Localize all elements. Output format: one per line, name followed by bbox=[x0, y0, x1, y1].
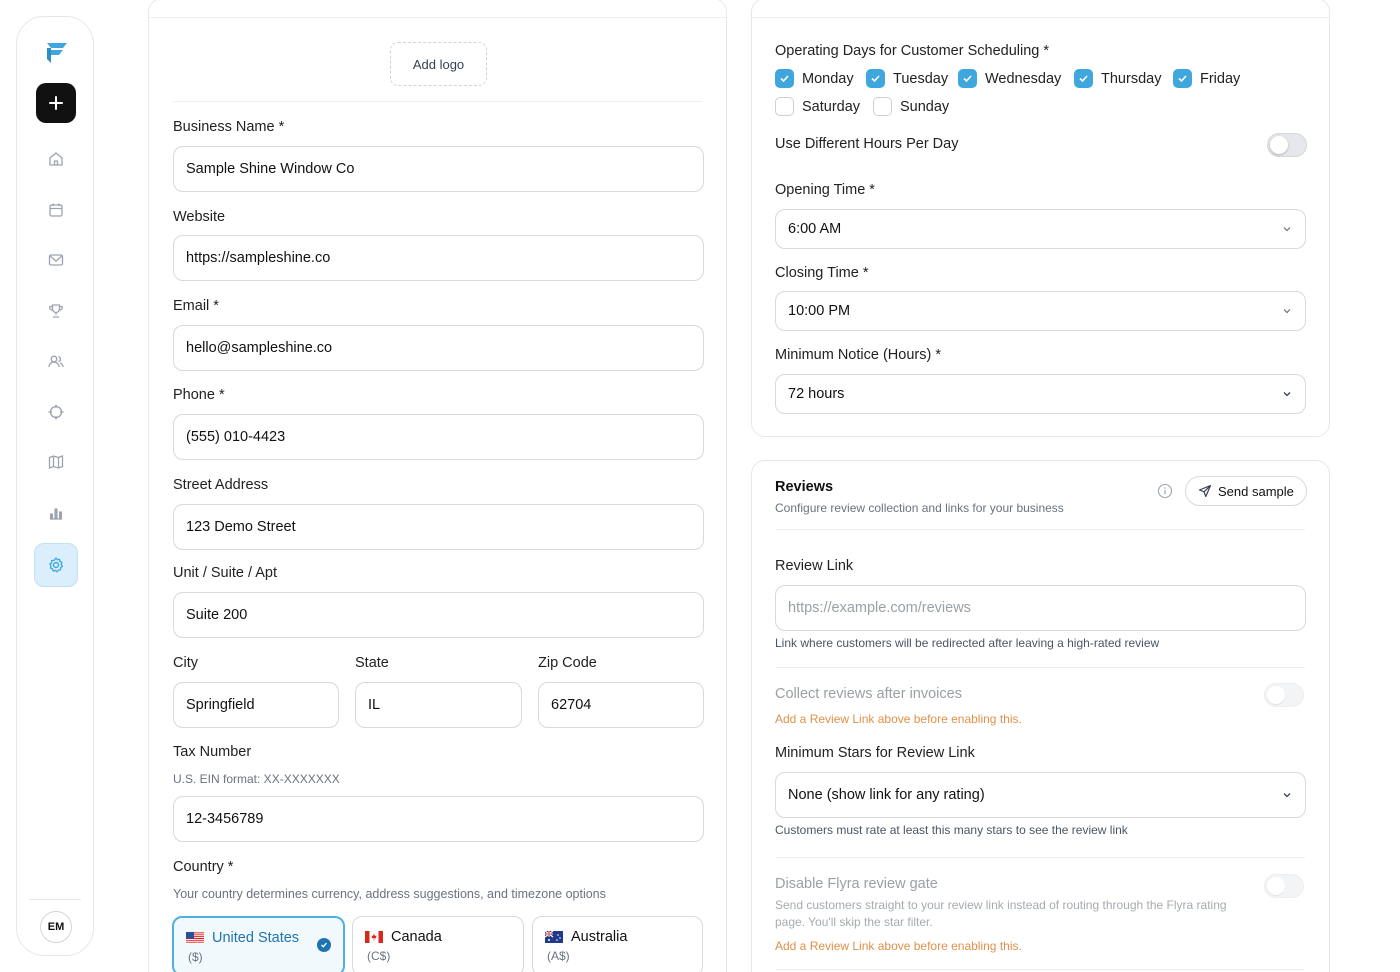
street-input[interactable]: 123 Demo Street bbox=[173, 504, 704, 550]
nav-target[interactable] bbox=[36, 392, 76, 432]
tax-label: Tax Number bbox=[173, 744, 252, 760]
phone-input[interactable]: (555) 010-4423 bbox=[173, 414, 704, 460]
opening-time-select[interactable] bbox=[775, 209, 1306, 249]
tax-hint: U.S. EIN format: XX-XXXXXXX bbox=[173, 772, 340, 786]
nav-mail[interactable] bbox=[36, 240, 76, 280]
reviews-card bbox=[751, 460, 1330, 972]
users-icon bbox=[47, 352, 65, 370]
day-label: Saturday bbox=[802, 98, 861, 115]
checkbox-checked-icon[interactable] bbox=[866, 69, 885, 88]
day-sunday[interactable] bbox=[873, 97, 949, 116]
day-friday[interactable] bbox=[1173, 69, 1240, 88]
unit-input[interactable]: Suite 200 bbox=[173, 592, 704, 638]
us-flag-icon bbox=[186, 932, 204, 944]
day-tuesday[interactable] bbox=[866, 69, 948, 88]
chevron-down-icon bbox=[1281, 223, 1293, 235]
nav-map[interactable] bbox=[36, 442, 76, 482]
checkbox-checked-icon[interactable] bbox=[958, 69, 977, 88]
chevron-down-icon bbox=[1281, 789, 1293, 801]
flyra-logo-icon[interactable] bbox=[41, 37, 71, 67]
city-input[interactable]: Springfield bbox=[173, 682, 339, 728]
minimum-stars-label: Minimum Stars for Review Link bbox=[775, 745, 975, 761]
city-label: City bbox=[173, 655, 198, 671]
mail-icon bbox=[47, 251, 65, 269]
sidebar-divider bbox=[29, 899, 81, 900]
country-currency: ($) bbox=[188, 950, 203, 964]
minimum-notice-select[interactable] bbox=[775, 374, 1306, 414]
country-name: United States bbox=[212, 930, 300, 946]
reviews-subtitle: Configure review collection and links for your business bbox=[775, 501, 1064, 515]
disable-gate-warning: Add a Review Link above before enabling this. bbox=[775, 939, 1022, 953]
disable-gate-toggle[interactable] bbox=[1264, 874, 1304, 898]
different-hours-label: Use Different Hours Per Day bbox=[775, 136, 959, 152]
country-name: Australia bbox=[571, 929, 628, 945]
phone-label: Phone * bbox=[173, 387, 225, 403]
avatar[interactable]: EM bbox=[40, 911, 72, 943]
disable-gate-label: Disable Flyra review gate bbox=[775, 876, 938, 892]
tax-input[interactable]: 12-3456789 bbox=[173, 796, 704, 842]
select-value: 10:00 PM bbox=[788, 303, 851, 319]
plus-icon bbox=[48, 95, 64, 111]
nav-users[interactable] bbox=[36, 341, 76, 381]
day-label: Sunday bbox=[900, 98, 950, 115]
minimum-stars-hint: Customers must rate at least this many stars to see the review link bbox=[775, 823, 1128, 837]
operating-days-label: Operating Days for Customer Scheduling * bbox=[775, 43, 1050, 59]
australia-flag-icon bbox=[545, 931, 563, 943]
checkbox-checked-icon[interactable] bbox=[1074, 69, 1093, 88]
trophy-icon bbox=[47, 302, 65, 320]
settings-icon bbox=[47, 556, 65, 574]
review-link-label: Review Link bbox=[775, 558, 854, 574]
add-button[interactable] bbox=[36, 83, 76, 123]
opening-time-label: Opening Time * bbox=[775, 182, 875, 198]
send-icon bbox=[1198, 484, 1212, 498]
different-hours-toggle[interactable] bbox=[1267, 133, 1307, 157]
nav-reports[interactable] bbox=[36, 493, 76, 533]
scheduling-card bbox=[751, 0, 1330, 437]
map-icon bbox=[47, 453, 65, 471]
checkbox-checked-icon[interactable] bbox=[1173, 69, 1192, 88]
chart-icon bbox=[47, 504, 65, 522]
email-input[interactable]: hello@sampleshine.co bbox=[173, 325, 704, 371]
calendar-icon bbox=[47, 201, 65, 219]
chevron-down-icon bbox=[1281, 388, 1293, 400]
review-link-hint: Link where customers will be redirected after leaving a high-rated review bbox=[775, 636, 1160, 650]
nav-home[interactable] bbox=[36, 139, 76, 179]
minimum-stars-select[interactable] bbox=[775, 772, 1306, 818]
target-icon bbox=[47, 403, 65, 421]
checkbox-unchecked-icon[interactable] bbox=[873, 97, 892, 116]
closing-time-label: Closing Time * bbox=[775, 265, 869, 281]
business-name-input[interactable]: Sample Shine Window Co bbox=[173, 146, 704, 192]
home-icon bbox=[47, 150, 65, 168]
country-option-canada[interactable] bbox=[352, 916, 524, 972]
street-label: Street Address bbox=[173, 477, 269, 493]
business-info-card bbox=[148, 0, 727, 972]
review-link-input[interactable] bbox=[775, 585, 1306, 631]
day-label: Thursday bbox=[1101, 70, 1162, 87]
add-logo-button[interactable]: Add logo bbox=[390, 42, 487, 86]
disable-gate-hint: Send customers straight to your review link instead of routing through the Flyra rating page. You'll skip the star filter. bbox=[775, 898, 1227, 929]
website-input[interactable]: https://sampleshine.co bbox=[173, 235, 704, 281]
sidebar bbox=[16, 16, 94, 956]
day-saturday[interactable] bbox=[775, 97, 860, 116]
send-sample-button[interactable] bbox=[1185, 476, 1307, 506]
email-label: Email * bbox=[173, 298, 219, 314]
nav-calendar[interactable] bbox=[36, 190, 76, 230]
nav-settings[interactable] bbox=[34, 543, 78, 587]
closing-time-select[interactable] bbox=[775, 291, 1306, 331]
collect-reviews-label: Collect reviews after invoices bbox=[775, 686, 962, 702]
country-option-australia[interactable] bbox=[532, 916, 703, 972]
state-input[interactable]: IL bbox=[355, 682, 522, 728]
website-label: Website bbox=[173, 209, 226, 225]
business-name-label: Business Name * bbox=[173, 119, 285, 135]
day-label: Tuesday bbox=[893, 70, 949, 87]
zip-input[interactable]: 62704 bbox=[538, 682, 704, 728]
reviews-title: Reviews bbox=[775, 479, 834, 495]
select-value: None (show link for any rating) bbox=[788, 787, 985, 803]
zip-label: Zip Code bbox=[538, 655, 597, 671]
select-value: 6:00 AM bbox=[788, 221, 842, 237]
country-hint: Your country determines currency, address suggestions, and timezone options bbox=[173, 887, 606, 901]
checkbox-checked-icon[interactable] bbox=[775, 69, 794, 88]
canada-flag-icon bbox=[365, 931, 383, 943]
day-label: Monday bbox=[802, 70, 854, 87]
nav-trophy[interactable] bbox=[36, 291, 76, 331]
select-value: 72 hours bbox=[788, 386, 845, 402]
collect-reviews-toggle[interactable] bbox=[1264, 683, 1304, 707]
day-label: Wednesday bbox=[985, 70, 1062, 87]
unit-label: Unit / Suite / Apt bbox=[173, 565, 277, 581]
info-icon[interactable] bbox=[1157, 483, 1173, 499]
country-currency: (C$) bbox=[367, 949, 391, 963]
chevron-down-icon bbox=[1281, 305, 1293, 317]
state-label: State bbox=[355, 655, 389, 671]
country-label: Country * bbox=[173, 859, 234, 875]
checkbox-unchecked-icon[interactable] bbox=[775, 97, 794, 116]
review-link-placeholder: https://example.com/reviews bbox=[788, 600, 971, 616]
day-label: Friday bbox=[1200, 70, 1241, 87]
day-wednesday[interactable] bbox=[958, 69, 1061, 88]
country-currency: (A$) bbox=[547, 949, 570, 963]
minimum-notice-label: Minimum Notice (Hours) * bbox=[775, 347, 941, 363]
send-sample-label: Send sample bbox=[1218, 483, 1294, 499]
day-monday[interactable] bbox=[775, 69, 854, 88]
country-option-united-states[interactable] bbox=[172, 916, 345, 972]
day-thursday[interactable] bbox=[1074, 69, 1161, 88]
country-name: Canada bbox=[391, 929, 442, 945]
collect-reviews-warning: Add a Review Link above before enabling this. bbox=[775, 712, 1022, 726]
check-circle-icon bbox=[317, 938, 331, 952]
